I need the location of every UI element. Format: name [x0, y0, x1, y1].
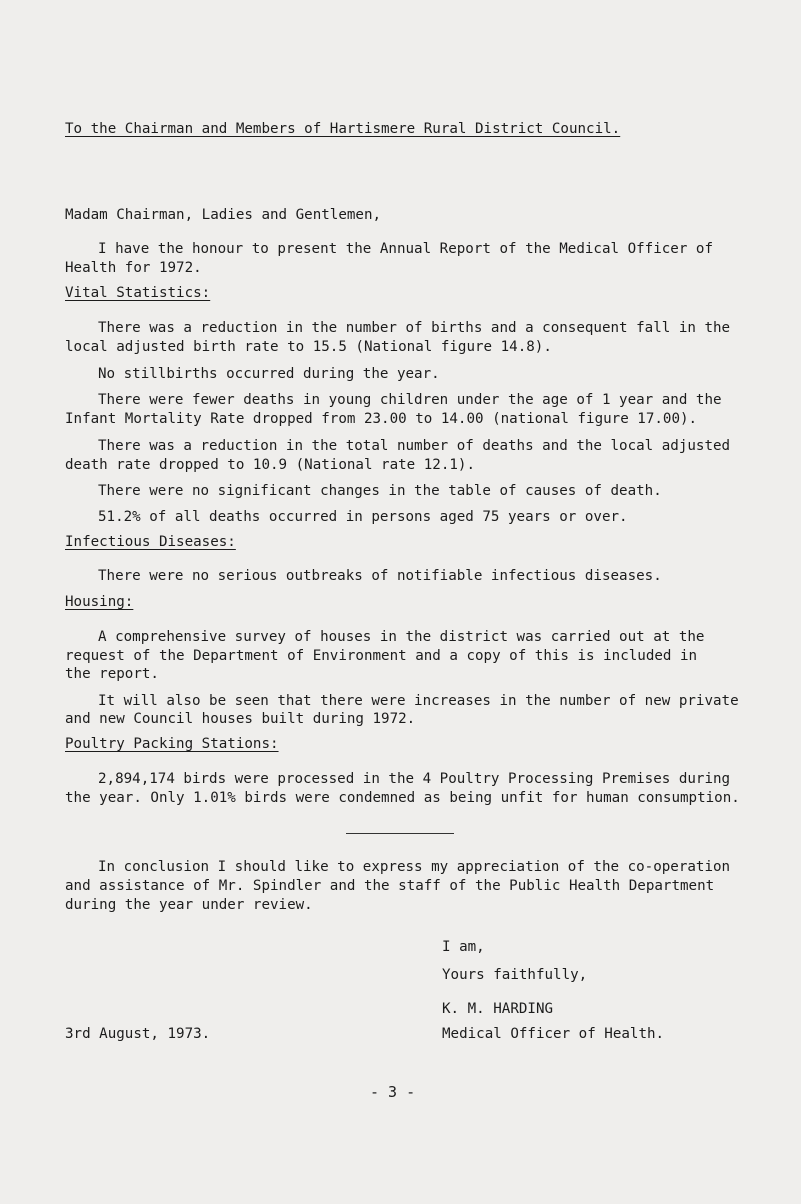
poultry-p1-line-2: the year. Only 1.01% birds were condemned as being unfit for human consumption.	[65, 790, 740, 806]
vital-p5: There were no significant changes in the table of causes of death.	[98, 483, 662, 499]
page-number: - 3 -	[370, 1083, 416, 1101]
infectious-diseases-heading: Infectious Diseases:	[65, 534, 236, 550]
housing-p1-line-1: A comprehensive survey of houses in the district was carried out at the	[98, 629, 705, 645]
infectious-p1: There were no serious outbreaks of notifiable infectious diseases.	[98, 568, 662, 584]
signoff-yours: Yours faithfully,	[442, 967, 588, 983]
vital-p2: No stillbirths occurred during the year.	[98, 366, 440, 382]
vital-statistics-heading: Vital Statistics:	[65, 285, 211, 301]
housing-p1-line-2: request of the Department of Environment and a copy of this is included in	[65, 648, 698, 664]
vital-p3-line-1: There were fewer deaths in young children under the age of 1 year and the	[98, 392, 722, 408]
vital-p6: 51.2% of all deaths occurred in persons aged 75 years or over.	[98, 509, 628, 525]
conclusion-line-2: and assistance of Mr. Spindler and the staff of the Public Health Department	[65, 878, 715, 894]
vital-p1-line-2: local adjusted birth rate to 15.5 (National figure 14.8).	[65, 339, 552, 355]
section-divider	[346, 833, 454, 834]
intro-line-2: Health for 1972.	[65, 260, 202, 276]
vital-p1-line-1: There was a reduction in the number of births and a consequent fall in the	[98, 320, 731, 336]
signoff-name: K. M. HARDING	[442, 1001, 554, 1017]
signoff-i-am: I am,	[442, 939, 485, 955]
intro-line-1: I have the honour to present the Annual Report of the Medical Officer of	[98, 241, 713, 257]
conclusion-line-3: during the year under review.	[65, 897, 313, 913]
housing-heading: Housing:	[65, 594, 134, 610]
poultry-p1-line-1: 2,894,174 birds were processed in the 4 Poultry Processing Premises during	[98, 771, 731, 787]
housing-p2-line-2: and new Council houses built during 1972.	[65, 711, 416, 727]
housing-p1-line-3: the report.	[65, 666, 159, 682]
addressee-heading: To the Chairman and Members of Hartismere Rural District Council.	[65, 121, 621, 137]
signoff-title: Medical Officer of Health.	[442, 1026, 665, 1042]
conclusion-line-1: In conclusion I should like to express my appreciation of the co-operation	[98, 859, 731, 875]
vital-p4-line-1: There was a reduction in the total number of deaths and the local adjusted	[98, 438, 731, 454]
vital-p3-line-2: Infant Mortality Rate dropped from 23.00 to 14.00 (national figure 17.00).	[65, 411, 698, 427]
salutation: Madam Chairman, Ladies and Gentlemen,	[65, 207, 382, 223]
vital-p4-line-2: death rate dropped to 10.9 (National rate 12.1).	[65, 457, 475, 473]
signoff-date: 3rd August, 1973.	[65, 1026, 211, 1042]
poultry-heading: Poultry Packing Stations:	[65, 736, 279, 752]
housing-p2-line-1: It will also be seen that there were increases in the number of new private	[98, 693, 739, 709]
